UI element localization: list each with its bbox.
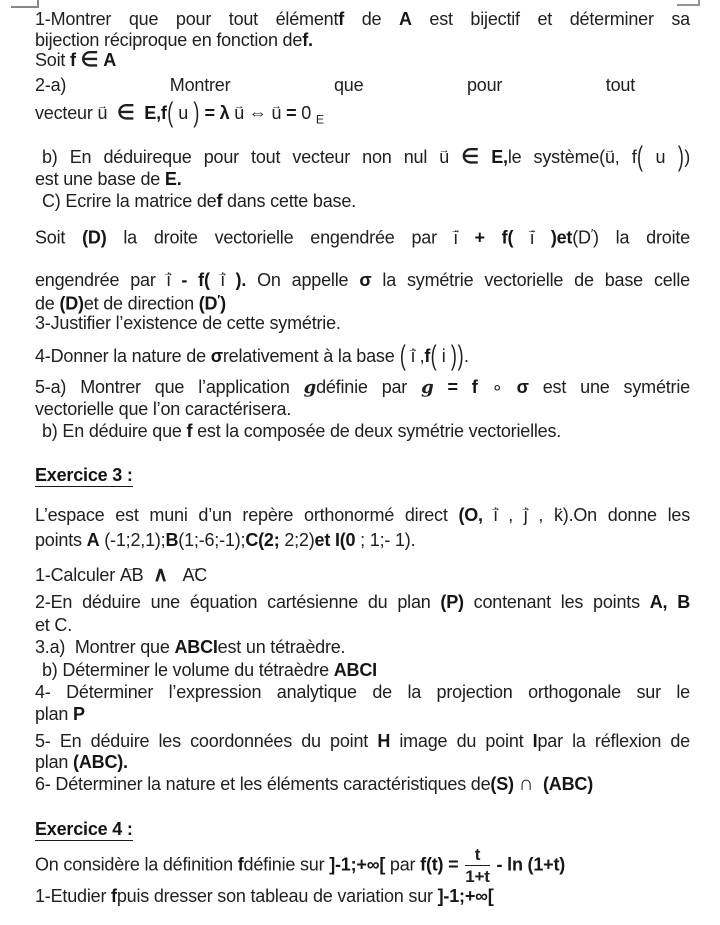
- text-line: 4-Donner la nature de σrelativement à la base ( → i ,f( i )).: [35, 343, 690, 369]
- text-line: Soit f ∈ A: [35, 48, 117, 71]
- vector-arrow-notation: → u: [605, 144, 615, 170]
- text-line: 6- Déterminer la nature et les éléments caractéristiques de(S) ∩ (ABC): [35, 772, 593, 795]
- text-line: 5-a) Montrer que l’application gdéfinie par g = f ∘ σ est une symétrie: [35, 377, 690, 398]
- text-line: 4- Déterminer l’expression analytique de la projection orthogonale sur le: [35, 682, 690, 702]
- vector-arrow-notation: → i: [167, 267, 171, 293]
- text-line: Soit (D) la droite vectorielle engendrée par → i + f( → i )et(D′) la droite: [35, 221, 690, 251]
- vector-arrow-notation: → i: [411, 343, 415, 369]
- vector-arrow-notation: → i: [454, 225, 458, 251]
- vector-arrow-notation: → AB: [120, 562, 144, 588]
- text-line: C) Ecrire la matrice def dans cette base.: [42, 191, 356, 211]
- vector-arrow-notation: → 0: [301, 100, 311, 126]
- fraction: [465, 845, 489, 886]
- vector-arrow-notation: → i: [494, 502, 498, 528]
- text-line: engendrée par → i - f( → i ). On appelle σ la symétrie vectorielle de base celle: [35, 267, 690, 293]
- vector-arrow-notation: → u: [439, 144, 449, 170]
- section-heading: Exercice 3 :: [35, 465, 133, 485]
- text-line: On considère la définition fdéfinie sur ]-1;+∞[ par f(t) = $\frac{t}{1+t}$ - ln (1+t): [35, 845, 566, 887]
- vector-arrow-notation: → i: [530, 225, 534, 251]
- text-line: b) En déduireque pour tout vecteur non nul → u ∈ E,le système(→ u, f( u )): [42, 144, 690, 170]
- text-line: plan P: [35, 704, 85, 724]
- vector-arrow-notation: → AC: [182, 562, 207, 588]
- text-line: 5- En déduire les coordonnées du point H image du point Ipar la réflexion de: [35, 731, 690, 751]
- text-line: 1-Montrer que pour tout élémentf de A est bijectif et déterminer sa: [35, 9, 690, 29]
- text-line: vectorielle que l’on caractérisera.: [35, 399, 292, 419]
- fraction-numerator: t: [465, 845, 489, 866]
- vector-arrow-notation: → u: [97, 100, 107, 126]
- vector-arrow-notation: → i: [221, 267, 225, 293]
- text-line: 3-Justifier l’existence de cette symétrie.: [35, 313, 341, 333]
- fraction-denominator: 1+t: [465, 867, 490, 887]
- text-line: 2-a) Montrer que pour tout: [35, 75, 635, 95]
- text-line: L’espace est muni d’un repère orthonormé direct (O, → i , → j , → k).On donne les: [35, 502, 690, 528]
- vector-arrow-notation: → u: [234, 100, 244, 126]
- text-line: 1-Etudier fpuis dresser son tableau de variation sur ]-1;+∞[: [35, 886, 494, 906]
- text-line: b) Déterminer le volume du tétraèdre ABCI: [42, 660, 377, 680]
- text-line: de (D)et de direction (D′): [35, 293, 226, 314]
- text-line: plan (ABC).: [35, 752, 128, 772]
- section-heading: Exercice 4 :: [35, 819, 133, 839]
- text-line: vecteur → u ∈ E,f( u ) = λ → u ⇔ → u = → 0 $_E$: [35, 100, 690, 132]
- text-line: 1-Calculer → AB ∧ → AC: [35, 562, 690, 588]
- text-line: et C.: [35, 615, 73, 635]
- text-line: bijection réciproque en fonction def.: [35, 30, 313, 50]
- vector-arrow-notation: → k: [554, 502, 563, 528]
- vector-arrow-notation: → u: [272, 100, 282, 126]
- text-line: b) En déduire que f est la composée de deux symétrie vectorielles.: [42, 421, 562, 441]
- text-line: est une base de E.: [35, 169, 182, 189]
- text-line: 2-En déduire une équation cartésienne du plan (P) contenant les points A, B: [35, 592, 690, 612]
- text-line: 3.a) Montrer que ABCIest un tétraèdre.: [35, 637, 346, 657]
- text-line: points A (-1;2,1);B(1;-6;-1);C(2; 2;2)et I(0 ; 1;- 1).: [35, 530, 416, 550]
- vector-arrow-notation: → j: [524, 502, 528, 528]
